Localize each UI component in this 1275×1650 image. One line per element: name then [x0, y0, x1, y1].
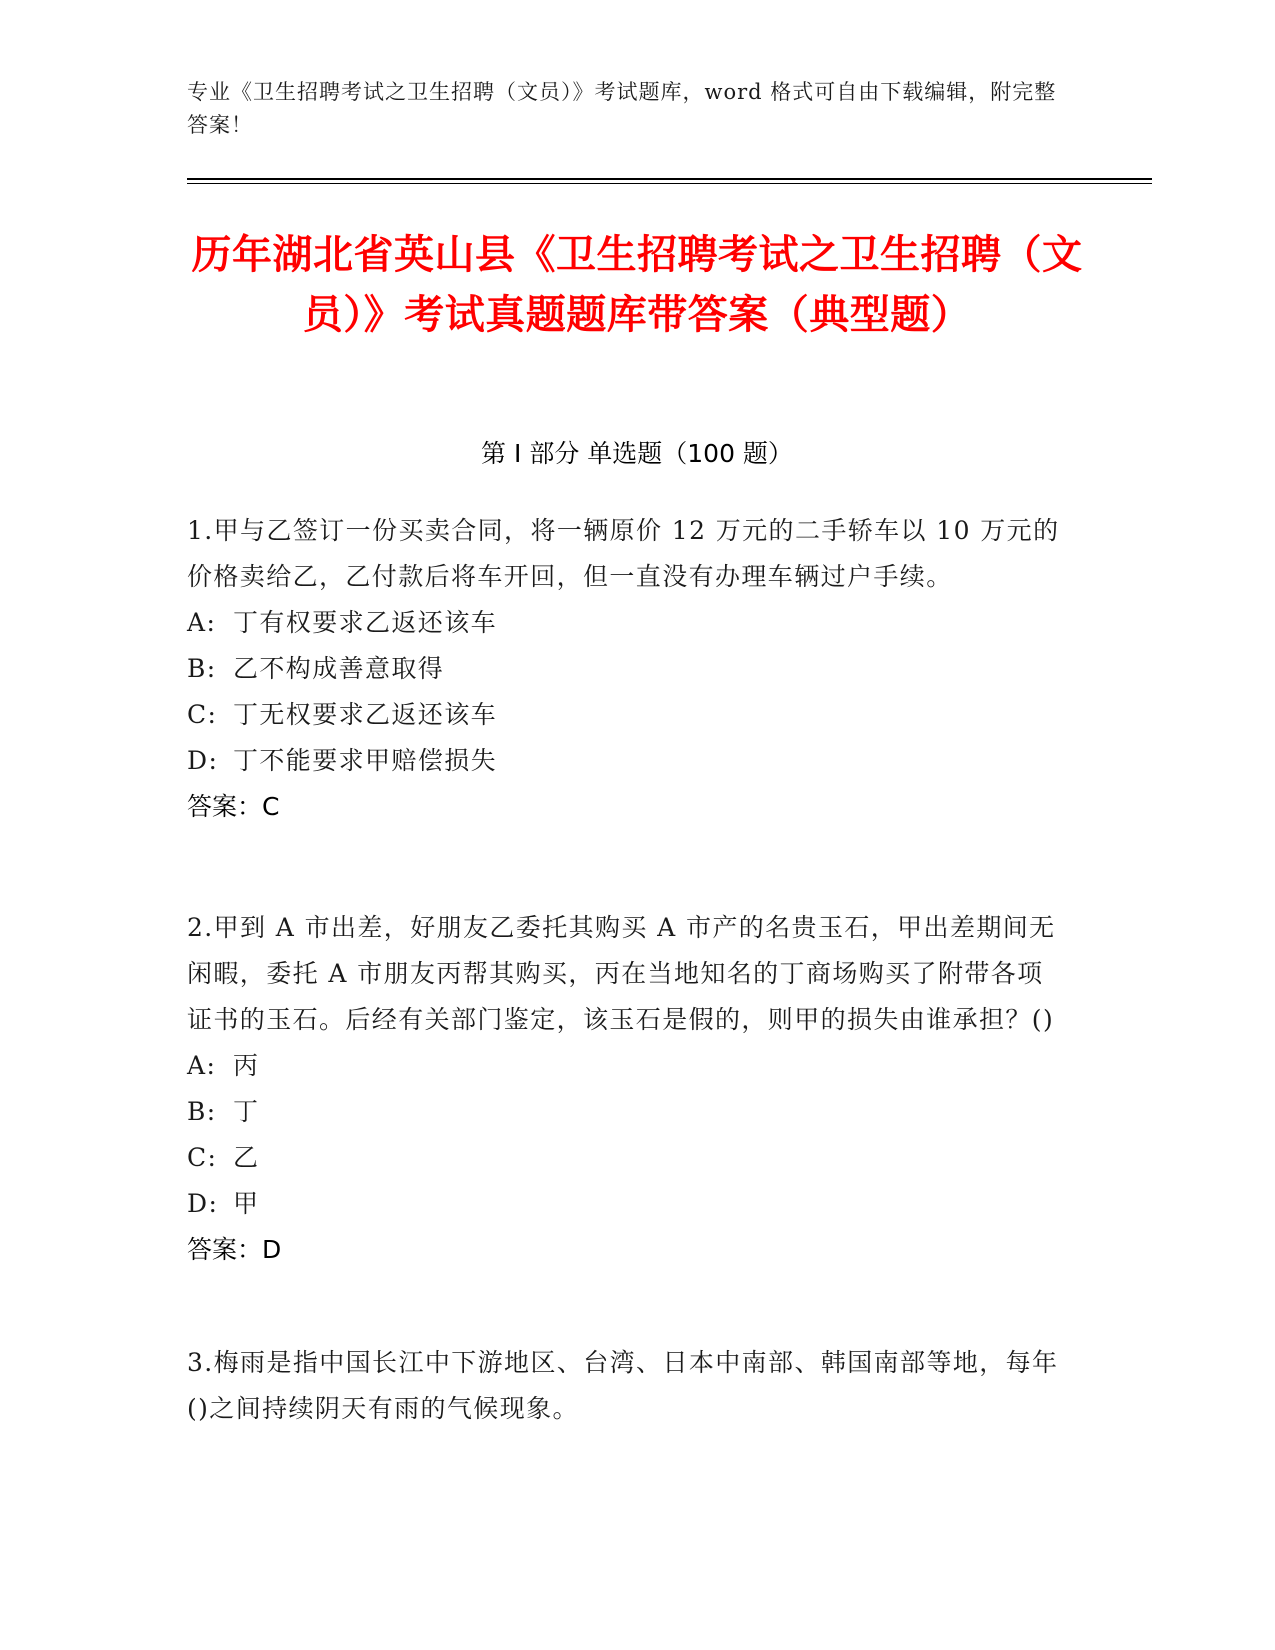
option-letter: B:: [187, 1097, 217, 1126]
question-1: [187, 508, 1067, 830]
option-text: 丙: [233, 1051, 260, 1080]
answer-line: 答案：D: [187, 1235, 282, 1264]
option-letter: A:: [187, 608, 217, 637]
option-d: [187, 1181, 1067, 1227]
option-c: [187, 1135, 1067, 1181]
option-a: [187, 600, 1067, 646]
answer-line: 答案：C: [187, 792, 280, 821]
option-letter: D:: [187, 1189, 219, 1218]
section-heading: 第 I 部分 单选题（100 题）: [481, 439, 793, 468]
option-text: 丁不能要求甲赔偿损失: [233, 746, 498, 775]
option-letter: C:: [187, 700, 218, 729]
option-letter: B:: [187, 654, 217, 683]
option-text: 乙: [233, 1143, 260, 1172]
question-text: 3.梅雨是指中国长江中下游地区、台湾、日本中南部、韩国南部等地，每年()之间持续阴天有雨的气候现象。: [187, 1348, 1059, 1423]
option-b: [187, 1089, 1067, 1135]
option-a: [187, 1043, 1067, 1089]
option-text: 乙不构成善意取得: [233, 654, 445, 683]
option-letter: D:: [187, 746, 219, 775]
option-text: 丁有权要求乙返还该车: [233, 608, 498, 637]
option-letter: A:: [187, 1051, 217, 1080]
header-note: 专业《卫生招聘考试之卫生招聘（文员）》考试题库，word 格式可自由下载编辑，附完整答案！: [187, 80, 1057, 137]
option-text: 甲: [233, 1189, 260, 1218]
option-text: 丁: [233, 1097, 260, 1126]
option-b: [187, 646, 1067, 692]
header-rule-thin: [187, 183, 1152, 184]
document-title: 历年湖北省英山县《卫生招聘考试之卫生招聘（文员）》考试真题题库带答案（典型题）: [191, 232, 1083, 338]
option-text: 丁无权要求乙返还该车: [233, 700, 498, 729]
question-text: 1.甲与乙签订一份买卖合同，将一辆原价 12 万元的二手轿车以 10 万元的价格卖给乙，乙付款后将车开回，但一直没有办理车辆过户手续。: [187, 516, 1060, 591]
option-c: [187, 692, 1067, 738]
question-text: 2.甲到 A 市出差，好朋友乙委托其购买 A 市产的名贵玉石，甲出差期间无闲暇，委托 A 市朋友丙帮其购买，丙在当地知名的丁商场购买了附带各项证书的玉石。后经有关部门鉴定，该玉石是假的，则甲的损失由谁承担？(): [187, 913, 1056, 1034]
question-2: [187, 905, 1067, 1273]
option-letter: C:: [187, 1143, 218, 1172]
header-rule-thick: [187, 178, 1152, 180]
option-d: [187, 738, 1067, 784]
question-3: [187, 1340, 1067, 1432]
